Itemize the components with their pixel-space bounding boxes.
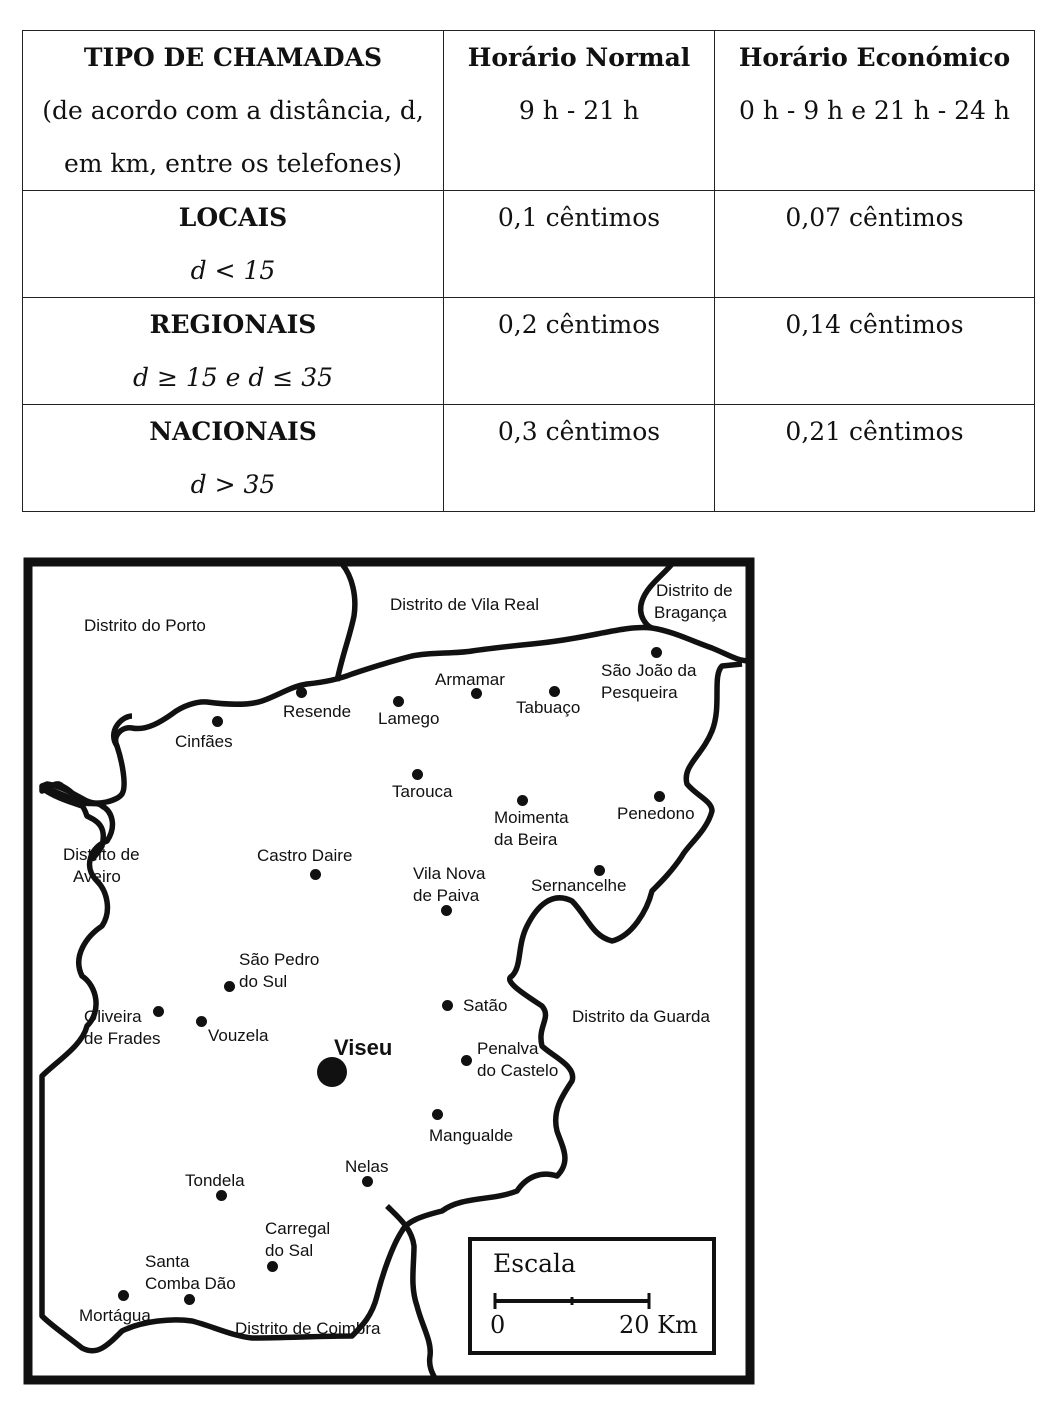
vouzela-dot — [196, 1016, 207, 1027]
header-normal — [444, 31, 715, 191]
carregal-dot — [267, 1261, 278, 1272]
row-type: REGIONAIS — [149, 310, 317, 339]
city-lamego-label: Lamego — [378, 709, 440, 728]
porto-vilareal-boundary — [337, 564, 355, 681]
header-economico — [715, 31, 1035, 191]
row-normal-price: 0,1 cêntimos — [444, 191, 715, 298]
scale-start-label: 0 — [490, 1311, 506, 1339]
scale-end-label: 20 Km — [619, 1311, 698, 1339]
district-aveiro-label-1: Distrito de — [63, 845, 140, 864]
row-normal-price: 0,3 cêntimos — [444, 405, 715, 512]
district-aveiro-label-2: Aveiro — [73, 867, 121, 886]
city-mortagua-label: Mortágua — [79, 1306, 151, 1325]
row-economico-price: 0,21 cêntimos — [715, 405, 1035, 512]
scale-title: Escala — [493, 1249, 576, 1278]
row-economico-price: 0,14 cêntimos — [715, 298, 1035, 405]
mortagua-dot — [118, 1290, 129, 1301]
city-moimenta-label-2: da Beira — [494, 830, 558, 849]
cinfaes-dot — [212, 716, 223, 727]
satao-dot — [442, 1000, 453, 1011]
city-carregal-label-1: Carregal — [265, 1219, 331, 1238]
city-scd-label-2: Comba Dão — [145, 1274, 236, 1293]
row-type: LOCAIS — [178, 203, 288, 232]
penedono-dot — [654, 791, 665, 802]
district-guarda-label: Distrito da Guarda — [572, 1007, 710, 1026]
city-resende-label: Resende — [283, 702, 352, 721]
city-castro-daire-label: Castro Daire — [257, 846, 353, 865]
row-type-cell — [23, 405, 444, 512]
city-carregal-label-2: do Sal — [265, 1241, 314, 1260]
city-sjp-label-1: São João da — [601, 661, 697, 680]
city-penedono-label: Penedono — [617, 804, 695, 823]
header-economico-hours: 0 h - 9 h e 21 h - 24 h — [739, 96, 1010, 125]
district-braganca-label-1: Distrito de — [656, 581, 733, 600]
tabuaco-dot — [549, 686, 560, 697]
scd-dot — [184, 1294, 195, 1305]
mangualde-dot — [432, 1109, 443, 1120]
city-oliveira-label-1: Oliveira — [84, 1007, 142, 1026]
table-header-row — [23, 31, 1035, 191]
header-normal-hours: 9 h - 21 h — [518, 96, 640, 125]
city-tarouca-label: Tarouca — [392, 782, 453, 801]
city-moimenta-label-1: Moimenta — [494, 808, 569, 827]
district-coimbra-label: Distrito de Coimbra — [235, 1319, 381, 1338]
row-normal-price: 0,2 cêntimos — [444, 298, 715, 405]
coimbra-boundary — [387, 1206, 437, 1382]
viseu-dot — [317, 1057, 347, 1087]
table-row — [23, 191, 1035, 298]
tarouca-dot — [412, 769, 423, 780]
city-cinfaes-label: Cinfães — [175, 732, 233, 751]
district-vilareal-label: Distrito de Vila Real — [390, 595, 539, 614]
row-type-cell — [23, 298, 444, 405]
castro-daire-dot — [310, 869, 321, 880]
district-braganca-label-2: Bragança — [654, 603, 727, 622]
city-vnp-label-1: Vila Nova — [413, 864, 486, 883]
lamego-dot — [393, 696, 404, 707]
header-call-type — [23, 31, 444, 191]
city-satao-label: Satão — [463, 996, 508, 1015]
header-normal-title: Horário Normal — [467, 43, 691, 72]
district-porto-label: Distrito do Porto — [84, 616, 206, 635]
row-type: NACIONAIS — [149, 417, 317, 446]
city-tabuaco-label: Tabuaço — [516, 698, 581, 717]
table-row — [23, 298, 1035, 405]
moimenta-dot — [517, 795, 528, 806]
resende-dot — [296, 687, 307, 698]
row-economico-price: 0,07 cêntimos — [715, 191, 1035, 298]
row-condition: d < 15 — [190, 256, 276, 285]
header-call-type-note-1: (de acordo com a distância, d, — [42, 96, 424, 125]
header-call-type-title: TIPO DE CHAMADAS — [83, 43, 383, 72]
city-penalva-label-2: do Castelo — [477, 1061, 559, 1080]
city-mangualde-label: Mangualde — [429, 1126, 514, 1145]
penalva-dot — [461, 1055, 472, 1066]
city-viseu-label: Viseu — [334, 1035, 393, 1060]
city-scd-label-1: Santa — [145, 1252, 190, 1271]
viseu-district-map — [22, 556, 756, 1386]
sjp-dot — [651, 647, 662, 658]
city-spsul-label-1: São Pedro — [239, 950, 320, 969]
table-row — [23, 405, 1035, 512]
city-vnp-label-2: de Paiva — [413, 886, 480, 905]
city-sernancelhe-label: Sernancelhe — [531, 876, 627, 895]
header-call-type-note-2: em km, entre os telefones) — [63, 149, 403, 178]
city-oliveira-label-2: de Frades — [84, 1029, 161, 1048]
call-rates-table — [22, 30, 1035, 512]
city-sjp-label-2: Pesqueira — [601, 683, 678, 702]
oliveira-dot — [153, 1006, 164, 1017]
city-tondela-label: Tondela — [185, 1171, 245, 1190]
row-type-cell — [23, 191, 444, 298]
city-armamar-label: Armamar — [435, 670, 505, 689]
city-vouzela-label: Vouzela — [208, 1026, 269, 1045]
spsul-dot — [224, 981, 235, 992]
header-economico-title: Horário Económico — [738, 43, 1011, 72]
row-condition: d ≥ 15 e d ≤ 35 — [133, 363, 333, 392]
city-nelas-label: Nelas — [345, 1157, 389, 1176]
row-condition: d > 35 — [190, 470, 276, 499]
city-penalva-label-1: Penalva — [477, 1039, 539, 1058]
city-spsul-label-2: do Sul — [239, 972, 288, 991]
